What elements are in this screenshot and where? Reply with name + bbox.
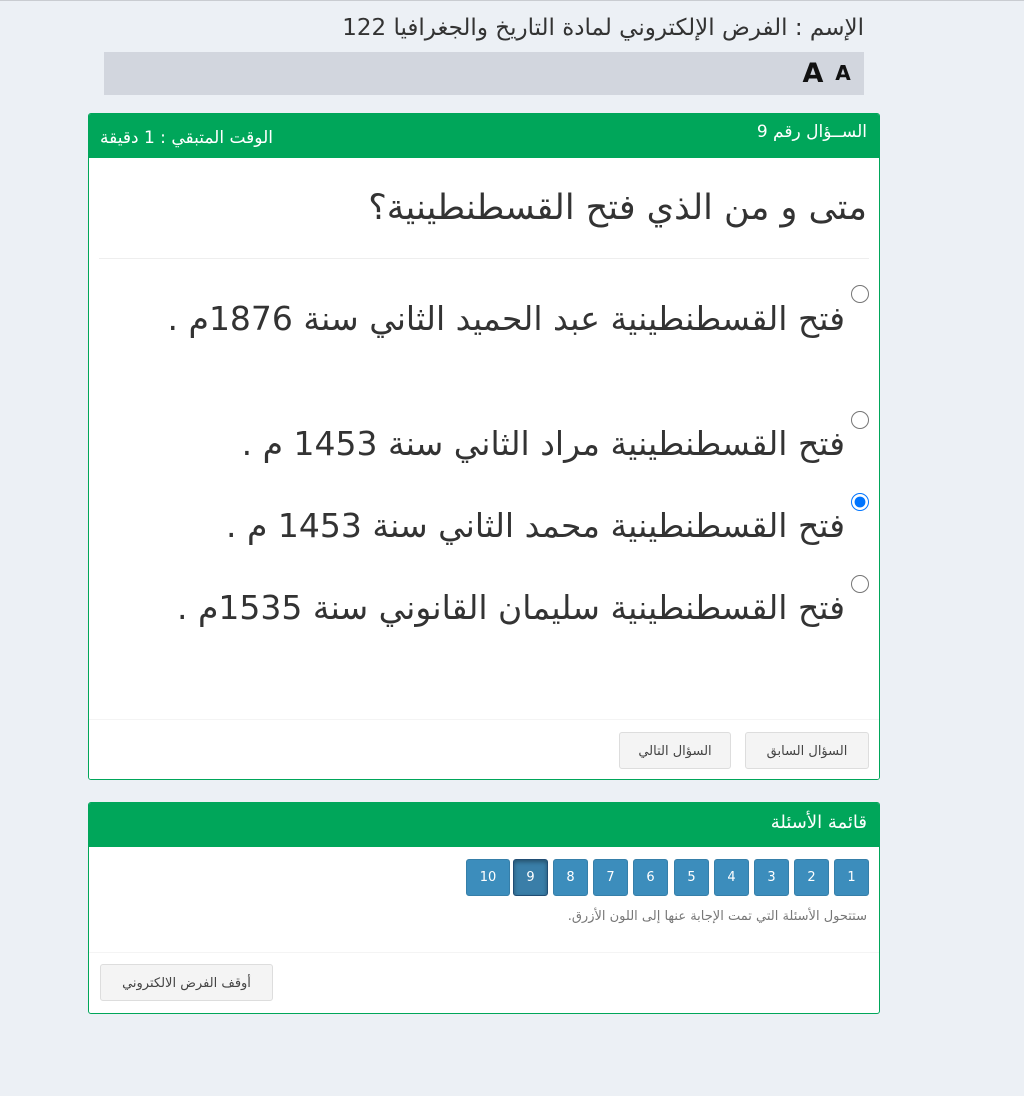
font-size-toolbar	[104, 52, 864, 95]
question-nav-button-2[interactable]: 2	[794, 859, 829, 896]
question-nav-button-4[interactable]: 4	[714, 859, 749, 896]
question-footer	[89, 719, 879, 780]
divider	[89, 952, 879, 953]
previous-question-button[interactable]: السؤال السابق	[745, 732, 869, 769]
answer-option-1-radio[interactable]	[851, 285, 869, 303]
next-question-button[interactable]: السؤال التالي	[619, 732, 731, 769]
question-nav-button-1[interactable]: 1	[834, 859, 869, 896]
exam-name: الإسم : الفرض الإلكتروني لمادة التاريخ والجغرافيا 122	[342, 15, 864, 41]
font-decrease-button[interactable]: A	[835, 61, 851, 85]
question-text: متى و من الذي فتح القسطنطينية؟	[368, 188, 867, 228]
question-nav-button-10[interactable]: 10	[466, 859, 510, 896]
question-nav-button-8[interactable]: 8	[553, 859, 588, 896]
question-nav-button-6[interactable]: 6	[633, 859, 668, 896]
question-nav-button-7[interactable]: 7	[593, 859, 628, 896]
answer-option-4-text[interactable]: فتح القسطنطينية سليمان القانوني سنة 1535م .	[176, 588, 845, 627]
answer-option-2-radio[interactable]	[851, 411, 869, 429]
question-nav-button-9[interactable]: 9	[513, 859, 548, 896]
question-panel-header	[89, 114, 879, 158]
answer-option-1-text[interactable]: فتح القسطنطينية عبد الحميد الثاني سنة 1876م .	[167, 299, 845, 338]
font-increase-button[interactable]: A	[802, 58, 824, 89]
answer-option-3-text[interactable]: فتح القسطنطينية محمد الثاني سنة 1453 م .	[226, 506, 845, 545]
question-list-panel	[88, 802, 880, 1014]
question-nav-button-5[interactable]: 5	[674, 859, 709, 896]
question-list-header	[89, 803, 879, 847]
question-number: الســؤال رقم 9	[756, 122, 867, 142]
answered-note: ستتحول الأسئلة التي تمت الإجابة عنها إلى اللون الأزرق.	[567, 909, 867, 924]
answer-option-4-radio[interactable]	[851, 575, 869, 593]
top-border	[0, 0, 1024, 1]
question-nav-button-3[interactable]: 3	[754, 859, 789, 896]
question-panel	[88, 113, 880, 780]
answer-option-2-text[interactable]: فتح القسطنطينية مراد الثاني سنة 1453 م .	[241, 424, 845, 463]
question-list-title: قائمة الأسئلة	[770, 812, 867, 833]
stop-exam-button[interactable]: أوقف الفرض الالكتروني	[100, 964, 273, 1001]
answer-option-3-radio[interactable]	[851, 493, 869, 511]
remaining-time: الوقت المتبقي : 1 دقيقة	[100, 128, 273, 148]
divider	[99, 258, 869, 259]
